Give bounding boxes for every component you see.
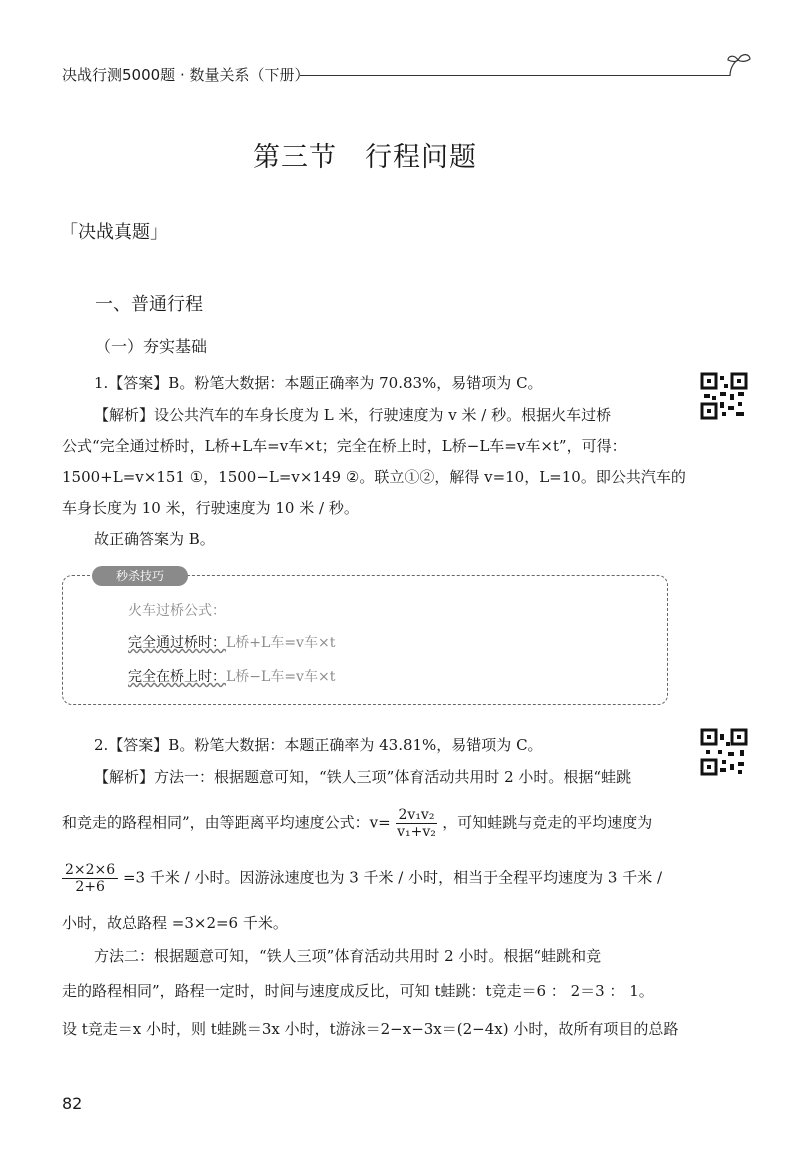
leaf-icon — [724, 50, 754, 80]
method1-text-a: 和竞走的路程相同”，由等距离平均速度公式：v= — [62, 813, 391, 832]
q1-conclusion: 故正确答案为 B。 — [94, 530, 215, 548]
tip-box-tab: 秒杀技巧 — [92, 566, 188, 586]
tip-line-3-formula: L桥−L车=v车×t — [226, 669, 336, 685]
heading-level-2: 一、普通行程 — [95, 294, 203, 315]
qr-code-icon[interactable] — [700, 728, 748, 776]
q1-analysis-line-2: 公式“完全通过桥时，L桥+L车=v车×t；完全在桥上时，L桥−L车=v车×t”，可得： — [62, 437, 627, 455]
page-number: 82 — [62, 1094, 83, 1113]
fraction-numerator: 2×2×6 — [62, 862, 118, 879]
bracket-heading: 「决战真题」 — [60, 222, 168, 243]
method1-text-c: =3 千米 / 小时。因游泳速度也为 3 千米 / 小时，相当于全程平均速度为 3 千米 / — [122, 868, 663, 887]
q2-method1-line-2 — [62, 807, 652, 840]
harmonic-mean-fraction — [396, 807, 438, 840]
q1-analysis-line-3: 1500+L=v×151 ①，1500−L=v×149 ②。联立①②，解得 v=10，L=10。即公共汽车的 — [62, 468, 686, 486]
q2-method2-line-3: 设 t竞走＝x 小时，则 t蛙跳＝3x 小时，t游泳＝2−x−3x＝(2−4x) 小时，故所有项目的总路 — [62, 1020, 679, 1038]
running-header-title: 决战行测5000题 · 数量关系（下册） — [62, 66, 310, 84]
tip-line-3-label: 完全在桥上时： — [128, 669, 226, 685]
q2-method2-line-2: 走的路程相同”，路程一定时，时间与速度成反比，可知 t蛙跳：t竞走＝6 ： 2＝3 ： 1。 — [62, 982, 654, 1000]
section-title: 第三节 行程问题 — [253, 142, 477, 173]
tip-line-2-label: 完全通过桥时： — [128, 635, 226, 651]
q1-analysis-line-1 — [94, 404, 611, 425]
analysis-label: 【解析】 — [94, 406, 155, 424]
tip-line-3 — [128, 666, 335, 686]
fraction-numerator: 2v₁v₂ — [396, 807, 438, 824]
q2-method1-line-3 — [62, 862, 662, 895]
method1-text-b: ，可知蛙跳与竞走的平均速度为 — [442, 813, 653, 832]
average-speed-fraction — [62, 862, 118, 895]
tip-line-2 — [128, 632, 335, 652]
heading-level-3: （一）夯实基础 — [95, 337, 208, 356]
q2-answer-line: 2.【答案】B。粉笔大数据：本题正确率为 43.81%，易错项为 C。 — [94, 736, 543, 754]
tip-line-1: 火车过桥公式： — [128, 603, 226, 619]
q1-analysis-line-4: 车身长度为 10 米，行驶速度为 10 米 / 秒。 — [62, 499, 359, 517]
fraction-denominator: 2+6 — [75, 879, 105, 895]
q2-method1-line-4: 小时，故总路程 =3×2=6 千米。 — [62, 914, 288, 932]
tip-line-2-formula: L桥+L车=v车×t — [226, 635, 336, 651]
q1-answer-line: 1.【答案】B。粉笔大数据：本题正确率为 70.83%，易错项为 C。 — [94, 374, 543, 392]
fraction-denominator: v₁+v₂ — [397, 824, 436, 840]
header-rule — [300, 75, 730, 76]
q2-method1-line-1: 【解析】方法一：根据题意可知，“铁人三项”体育活动共用时 2 小时。根据“蛙跳 — [94, 768, 632, 786]
analysis-text: 设公共汽车的车身长度为 L 米，行驶速度为 v 米 / 秒。根据火车过桥 — [154, 406, 612, 424]
qr-code-icon[interactable] — [700, 372, 748, 420]
q2-method2-line-1: 方法二：根据题意可知，“铁人三项”体育活动共用时 2 小时。根据“蛙跳和竞 — [94, 947, 602, 965]
